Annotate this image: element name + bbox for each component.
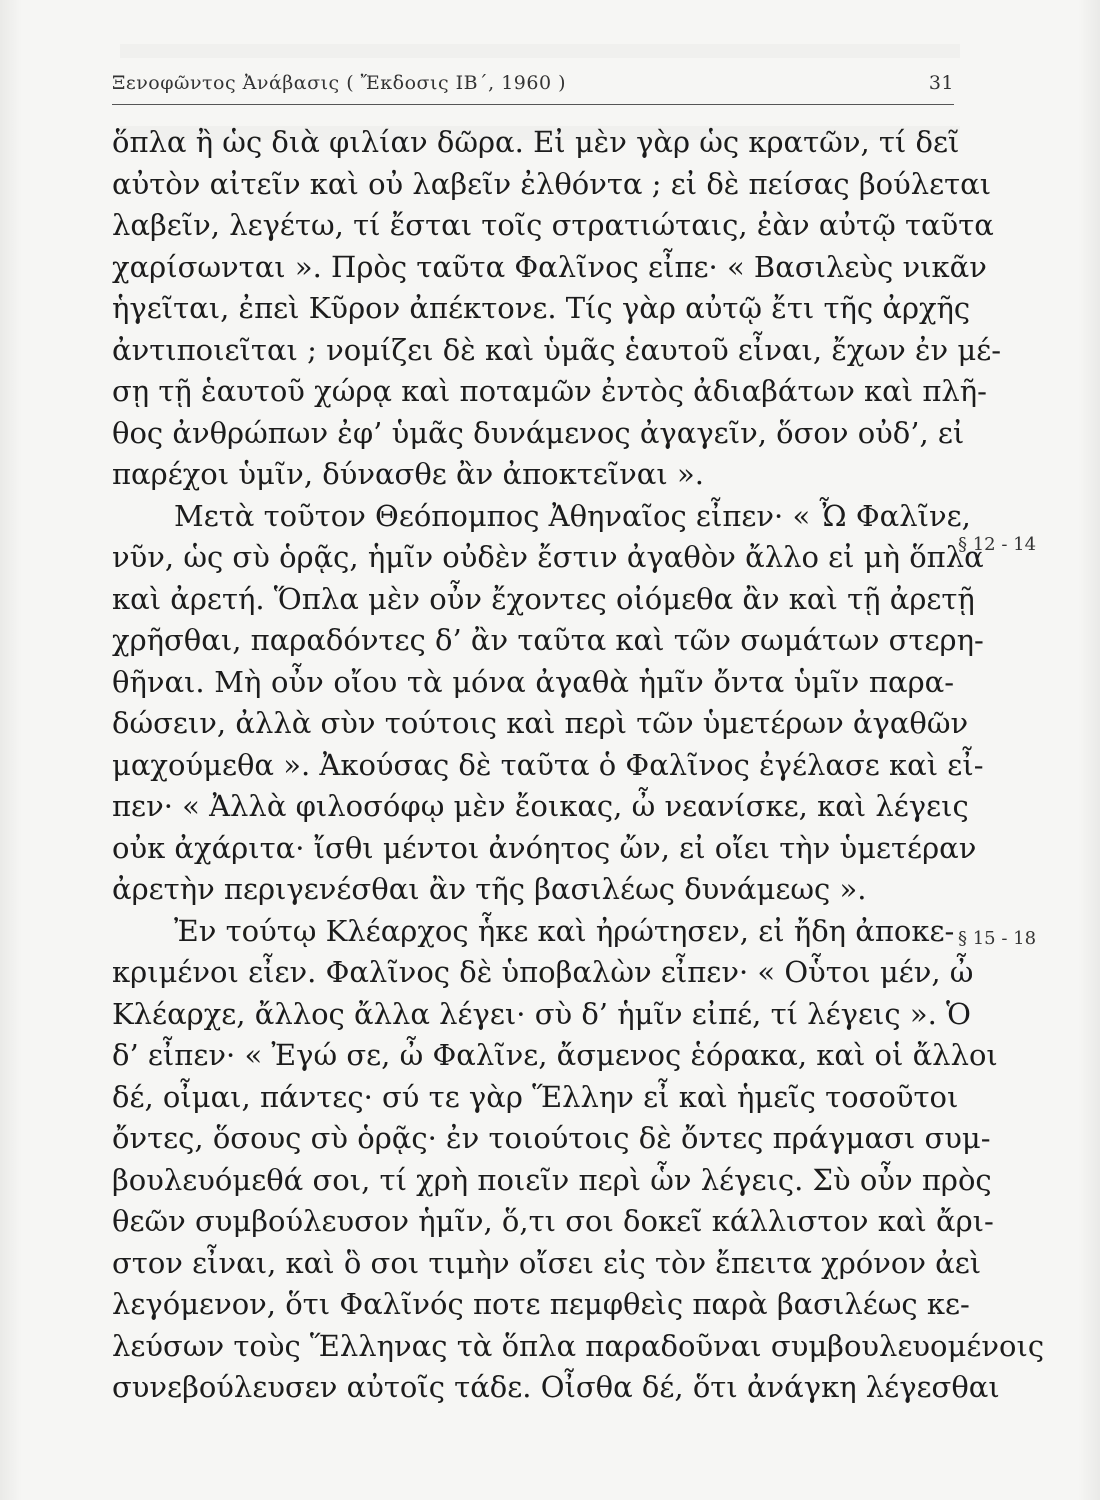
text-line: θεῶν συμβούλευσον ἡμῖν, ὅ,τι σοι δοκεῖ κάλλιστον καὶ ἄρι- bbox=[112, 1204, 994, 1238]
text-line: ὅπλα ἢ ὡς διὰ φιλίαν δῶρα. Εἰ μὲν γὰρ ὡς κρατῶν, τί δεῖ bbox=[112, 125, 960, 159]
text-line: Μετὰ τοῦτον Θεόπομπος Ἀθηναῖος εἶπεν· « Ὦ Φαλῖνε, bbox=[174, 498, 971, 533]
text-line: πεν· « Ἀλλὰ φιλοσόφῳ μὲν ἔοικας, ὦ νεανίσκε, καὶ λέγεις bbox=[112, 789, 969, 823]
text-line: παρέχοι ὑμῖν, δύνασθε ἂν ἀποκτεῖναι ». bbox=[112, 457, 704, 491]
text-line: ἀντιποιεῖται ; νομίζει δὲ καὶ ὑμᾶς ἑαυτοῦ εἶναι, ἔχων ἐν μέ- bbox=[112, 332, 1002, 367]
text-line: καὶ ἀρετή. Ὅπλα μὲν οὖν ἔχοντες οἰόμεθα ἂν καὶ τῇ ἀρετῇ bbox=[112, 581, 975, 616]
page-number: 31 bbox=[928, 72, 954, 94]
text-line: βουλευόμεθά σοι, τί χρὴ ποιεῖν περὶ ὧν λέγεις. Σὺ οὖν πρὸς bbox=[112, 1162, 992, 1197]
text-line: αὐτὸν αἰτεῖν καὶ οὐ λαβεῖν ἐλθόντα ; εἰ δὲ πείσας βούλεται bbox=[112, 166, 992, 201]
margin-section-ref: § 12 - 14 bbox=[958, 534, 1037, 555]
text-line: οὐκ ἀχάριτα· ἴσθι μέντοι ἀνόητος ὤν, εἰ οἴει τὴν ὑμετέραν bbox=[112, 830, 977, 865]
text-line: δέ, οἶμαι, πάντες· σύ τε γὰρ Ἕλλην εἶ καὶ ἡμεῖς τοσοῦτοι bbox=[112, 1079, 959, 1114]
text-line: σῃ τῇ ἑαυτοῦ χώρᾳ καὶ ποταμῶν ἐντὸς ἀδιαβάτων καὶ πλῆ- bbox=[112, 374, 987, 408]
text-line: ἀρετὴν περιγενέσθαι ἂν τῆς βασιλέως δυνάμεως ». bbox=[112, 872, 867, 906]
text-line: δ’ εἶπεν· « Ἐγώ σε, ὦ Φαλῖνε, ἄσμενος ἑόρακα, καὶ οἱ ἄλλοι bbox=[112, 1038, 998, 1072]
text-line: θῆναι. Μὴ οὖν οἴου τὰ μόνα ἀγαθὰ ἡμῖν ὄντα ὑμῖν παρα- bbox=[112, 664, 954, 699]
bleed-through-shadow bbox=[120, 44, 960, 58]
text-line: θος ἀνθρώπων ἐφ’ ὑμᾶς δυνάμενος ἀγαγεῖν, ὅσον οὐδ’, εἰ bbox=[112, 415, 965, 450]
page-header bbox=[112, 64, 954, 104]
text-line: χαρίσωνται ». Πρὸς ταῦτα Φαλῖνος εἶπε· « Βασιλεὺς νικᾶν bbox=[112, 249, 987, 284]
text-line: λεγόμενον, ὅτι Φαλῖνός ποτε πεμφθεὶς παρὰ βασιλέως κε- bbox=[112, 1287, 970, 1321]
text-line: ἡγεῖται, ἐπεὶ Κῦρον ἀπέκτονε. Τίς γὰρ αὐτῷ ἔτι τῆς ἀρχῆς bbox=[112, 291, 971, 325]
text-line: κριμένοι εἶεν. Φαλῖνος δὲ ὑποβαλὼν εἶπεν· « Οὗτοι μέν, ὦ bbox=[112, 955, 974, 989]
text-line: Ἐν τούτῳ Κλέαρχος ἧκε καὶ ἠρώτησεν, εἰ ἤδη ἀποκε- bbox=[174, 913, 955, 948]
text-line: στον εἶναι, καὶ ὃ σοι τιμὴν οἴσει εἰς τὸν ἔπειτα χρόνον ἀεὶ bbox=[112, 1245, 982, 1280]
running-title: Ξενοφῶντος Ἀνάβασις ( Ἔκδοσις ΙΒ΄, 1960 ) bbox=[112, 72, 567, 94]
text-line: δώσειν, ἀλλὰ σὺν τούτοις καὶ περὶ τῶν ὑμετέρων ἀγαθῶν bbox=[112, 706, 969, 740]
text-line: Κλέαρχε, ἄλλος ἄλλα λέγει· σὺ δ’ ἡμῖν εἰπέ, τί λέγεις ». Ὁ bbox=[112, 996, 971, 1031]
text-line: νῦν, ὡς σὺ ὁρᾷς, ἡμῖν οὐδὲν ἔστιν ἀγαθὸν ἄλλο εἰ μὴ ὅπλα bbox=[112, 540, 984, 574]
text-line: ὄντες, ὅσους σὺ ὁρᾷς· ἐν τοιούτοις δὲ ὄντες πράγμασι συμ- bbox=[112, 1121, 991, 1155]
text-line: συνεβούλευσεν αὐτοῖς τάδε. Οἶσθα δέ, ὅτι ἀνάγκη λέγεσθαι bbox=[112, 1370, 1000, 1404]
text-line: λαβεῖν, λεγέτω, τί ἔσται τοῖς στρατιώταις, ἐὰν αὐτῷ ταῦτα bbox=[112, 208, 994, 242]
text-line: χρῆσθαι, παραδόντες δ’ ἂν ταῦτα καὶ τῶν σωμάτων στερη- bbox=[112, 623, 984, 657]
header-rule bbox=[112, 104, 954, 105]
margin-section-ref: § 15 - 18 bbox=[958, 928, 1037, 949]
text-line: μαχούμεθα ». Ἀκούσας δὲ ταῦτα ὁ Φαλῖνος ἐγέλασε καὶ εἶ- bbox=[112, 747, 984, 782]
text-line: λεύσων τοὺς Ἕλληνας τὰ ὅπλα παραδοῦναι συμβουλευομένοις bbox=[112, 1328, 1045, 1363]
